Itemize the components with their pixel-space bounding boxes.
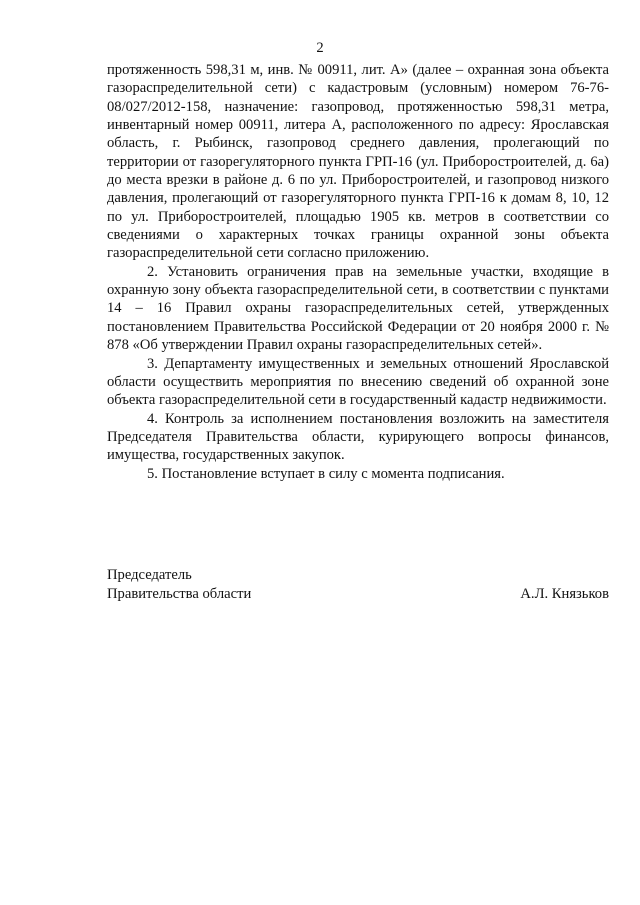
page-number: 2 — [316, 40, 324, 56]
document-body — [107, 61, 609, 483]
signatory-title-line1: Председатель — [107, 567, 192, 583]
paragraph-item-2: 2. Установить ограничения прав на земельные участки, входящие в охранную зону объекта газораспределительной сети, в соответствии с пунктами 14 – 16 Правил охраны газораспределительных сетей, утвержденных постановлением Правительства Российской Федерации от 20 ноября 2000 г. № 878 «Об утверждении Правил охраны газораспределительных сетей». — [107, 263, 609, 354]
paragraph-item-5: 5. Постановление вступает в силу с момента подписания. — [147, 465, 505, 482]
paragraph-continuation: протяженность 598,31 м, инв. № 00911, лит. А» (далее – охранная зона объекта газораспределительной сети) с кадастровым (условным) номером 76-76-08/027/2012-158, назначение: газопровод, протяженностью 598,31 метра, инвентарный номер 00911, литера А, расположенного по адресу: Ярославская область, г. Рыбинск, газопровод среднего давления, пролегающий по территории от газорегуляторного пункта ГРП-16 (ул. Приборостроителей, д. 6а) до места врезки в районе д. 6 по ул. Приборостроителей, и газопровод низкого давления, пролегающий от газорегуляторного пункта ГРП-16 к домам 8, 10, 12 по ул. Приборостроителей, площадью 1905 кв. метров в соответствии со сведениями о характерных точках границы охранной зоны объекта газораспределительной сети согласно приложению. — [107, 62, 609, 262]
signatory-title-line2: Правительства области — [107, 585, 252, 602]
signature-row — [107, 585, 609, 604]
paragraph-item-4: 4. Контроль за исполнением постановления возложить на заместителя Председателя Правительства области, курирующего вопросы финансов, имущества, государственных закупок. — [107, 410, 609, 464]
signatory-name: А.Л. Князьков — [520, 585, 609, 602]
signature-block — [107, 566, 609, 603]
paragraph-item-3: 3. Департаменту имущественных и земельных отношений Ярославской области осуществить мероприятия по внесению сведений об охранной зоне объекта газораспределительной сети в государственный кадастр недвижимости. — [107, 355, 609, 409]
